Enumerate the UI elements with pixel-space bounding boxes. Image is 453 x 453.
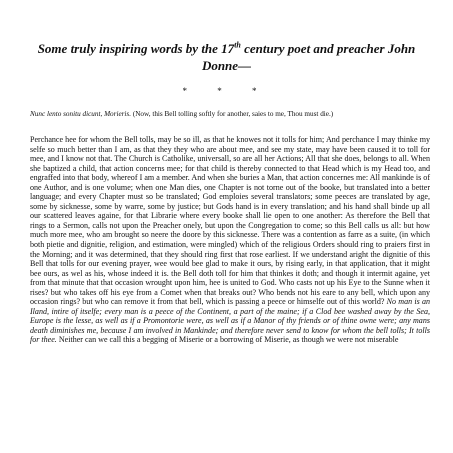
paragraph-text-start: Perchance hee for whom the Bell tolls, may be so ill, as that he knowes not it tolls for him; And perchance I may thinke my selfe so much better than I am, as that they they who are about mee, and see my state, may have been caused it to toll for mee, and I know not that. The Church is Catholike, universall, so are all her Actions; All that she does, belongs to all. When she baptized a child, that action concerns mee; for that child is thereby connected to that Head which is my Head too, and engraffed into that body, whereof I am a member. And when she buries a Man, that action concernes me: All mankinde is of one Author, and is one volume; when one Man dies, one Chapter is not torne out of the booke, but translated into a better language; and every Chapter must so be translated; God emploies several translators; some peeces are translated by age, some by sicknesse, some by warre, some by justice; but Gods hand is in every translation; and his hand shall binde up all our scattered leaves againe, for that Librarie where every booke shall lie open to one another: As therefore the Bell that rings to a Sermon, calls not upon the Preacher onely, but upon the Congregation to come; so this Bell calls us all: but how much more mee, who am brought so neere the doore by this sicknesse. There was a contention as farre as a suite, (in which both pietie and dignitie, religion, and estimation, were mingled) which of the religious Orders should ring to praiers first in the Morning; and it was determined, that they should ring first that rose earliest. If we understand aright the dignitie of this Bell that tolls for our evening prayer, wee would bee glad to make it ours, by rising early, in that application, that it might bee ours, as wel as his, whose indeed it is. the Bell doth toll for him that thinkes it doth; and though it intermit againe, yet from that minute that that occasion wrought upon him, hee is united to God. Who casts not up his Eye to the Sunne when it rises? but who takes off his eye from a Comet when that breaks out? Who bends not his eare to any bell, which upon any occasion rings? but who can remove it from that bell, which is passing a peece or himselfe out of this world? [30,135,430,307]
title-superscript: th [234,40,241,50]
meditation-paragraph [30,135,430,345]
paragraph-italic-passage: No man is an Iland, intire of itselfe; every man is a peece of the Continent, a part of the maine; if a Clod bee washed away by the Sea, Europe is the lesse, as well as if a Promontorie were, as well as if a Manor of thy friends or of thine owne were; any mans death diminishes me, because I am involved in Mankinde; and therefore never send to know for whom the bell tolls; It tolls for thee. [30,297,430,345]
title-text: Some truly inspiring words by the 17 [37,41,235,56]
section-separator: * * * [182,86,271,96]
paragraph-text-end: Neither can we call this a begging of Miserie or a borrowing of Miserie, as though we were not miserable [56,335,399,345]
title-text-end: century poet and preacher John Donne— [201,41,416,73]
document-title [30,40,423,74]
epigraph-latin: Nunc lento sonitu dicunt, Morieris. [30,110,132,118]
epigraph [30,110,430,119]
epigraph-translation: (Now, this Bell tolling softly for another, saies to me, Thou must die.) [131,110,334,118]
